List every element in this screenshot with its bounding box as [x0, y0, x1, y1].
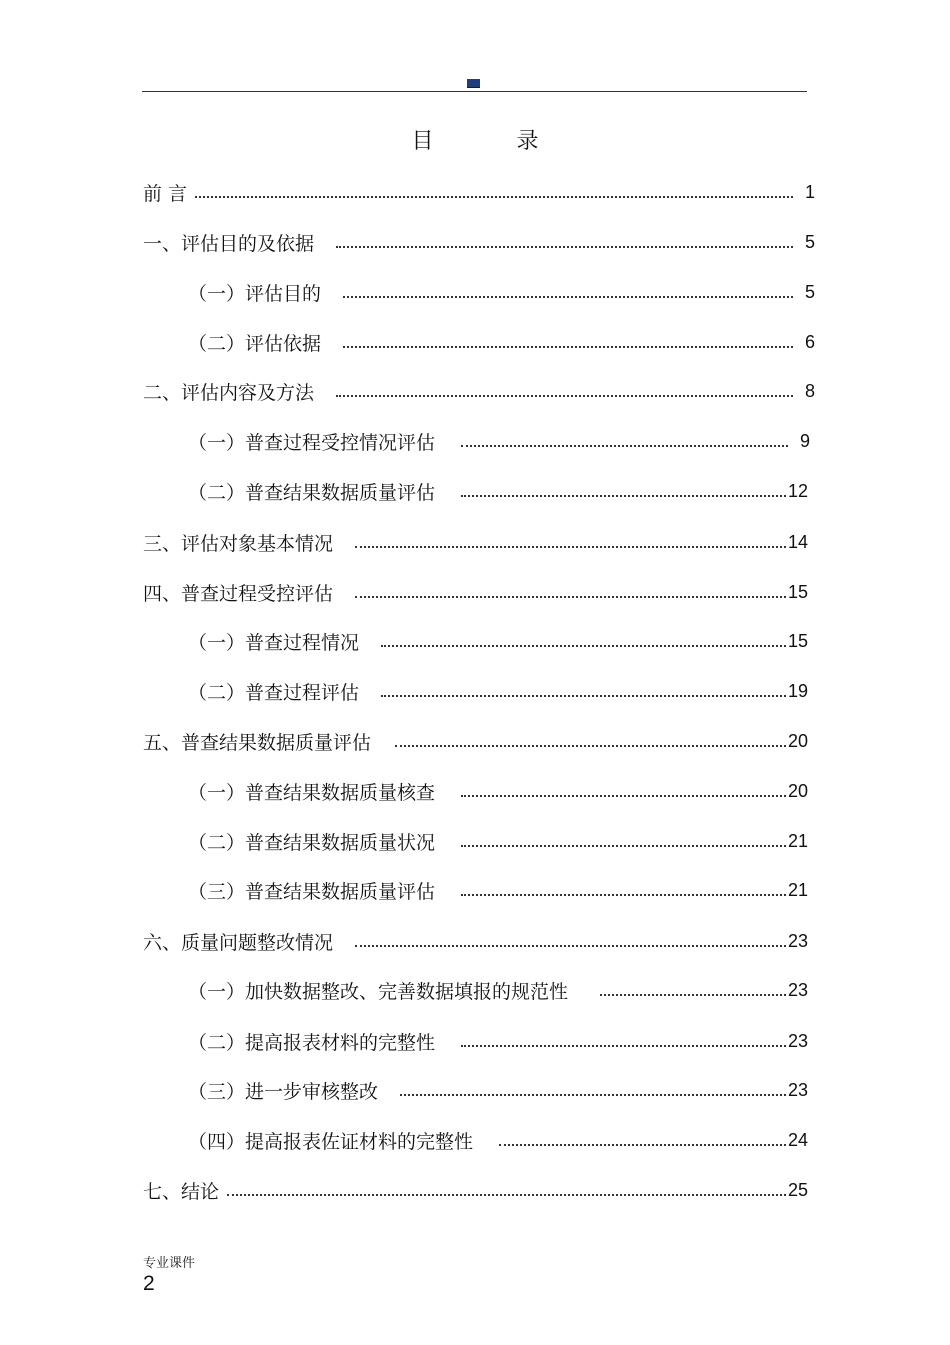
- toc-entry-section-6-1[interactable]: [188, 976, 808, 1004]
- toc-dot-leader: [600, 994, 786, 996]
- toc-entry-label: 前 言: [143, 182, 188, 205]
- toc-entry-label: 一、评估目的及依据: [143, 232, 315, 255]
- toc-entry-foreword[interactable]: [143, 178, 815, 206]
- toc-dot-leader: [461, 795, 786, 797]
- toc-entry-section-3[interactable]: [143, 528, 808, 556]
- toc-entry-section-1-2[interactable]: [188, 328, 815, 356]
- toc-dot-leader: [355, 546, 786, 548]
- toc-entry-section-6-4[interactable]: [188, 1126, 808, 1154]
- toc-dot-leader: [461, 1045, 786, 1047]
- page-number: 2: [143, 1272, 155, 1295]
- toc-entry-label: （一）普查过程受控情况评估: [188, 431, 436, 454]
- toc-dot-leader: [343, 296, 793, 298]
- toc-entry-label: （三）进一步审核整改: [188, 1080, 379, 1103]
- toc-entry-page: 23: [787, 1030, 808, 1051]
- toc-entry-section-7[interactable]: [143, 1176, 808, 1204]
- toc-entry-page: 25: [787, 1179, 808, 1200]
- toc-entry-label: （一）普查过程情况: [188, 631, 360, 654]
- toc-entry-section-1[interactable]: [143, 228, 815, 256]
- toc-entry-label: （二）评估依据: [188, 332, 322, 355]
- toc-entry-section-2-2[interactable]: [188, 477, 808, 505]
- toc-entry-page: 23: [787, 1079, 808, 1100]
- toc-entry-page: 12: [787, 480, 808, 501]
- toc-dot-leader: [336, 246, 793, 248]
- toc-entry-page: 19: [787, 680, 808, 701]
- toc-entry-label: （二）普查结果数据质量评估: [188, 481, 436, 504]
- toc-entry-page: 24: [787, 1129, 808, 1150]
- toc-dot-leader: [461, 894, 786, 896]
- toc-entry-section-5-2[interactable]: [188, 827, 808, 855]
- toc-entry-page: 23: [787, 979, 808, 1000]
- toc-entry-page: 15: [787, 581, 808, 602]
- toc-dot-leader: [395, 745, 786, 747]
- toc-entry-page: 9: [799, 430, 810, 451]
- toc-entry-label: 二、评估内容及方法: [143, 381, 315, 404]
- toc-title: 目 录: [411, 129, 577, 154]
- toc-entry-label: （一）普查结果数据质量核查: [188, 781, 436, 804]
- toc-entry-label: （一）加快数据整改、完善数据填报的规范性: [188, 980, 569, 1003]
- toc-entry-page: 5: [804, 281, 815, 302]
- toc-entry-label: 七、结论: [143, 1180, 220, 1203]
- toc-entry-label: （二）提高报表材料的完整性: [188, 1031, 436, 1054]
- toc-dot-leader: [355, 596, 786, 598]
- toc-entry-section-2[interactable]: [143, 377, 815, 405]
- toc-dot-leader: [461, 445, 788, 447]
- toc-dot-leader: [400, 1094, 786, 1096]
- toc-dot-leader: [195, 196, 793, 198]
- toc-entry-page: 14: [787, 531, 808, 552]
- toc-entry-section-6[interactable]: [143, 927, 808, 955]
- toc-entry-section-6-3[interactable]: [188, 1076, 808, 1104]
- toc-entry-label: 四、普查过程受控评估: [143, 582, 334, 605]
- toc-entry-label: 六、质量问题整改情况: [143, 931, 334, 954]
- toc-entry-page: 1: [804, 181, 815, 202]
- footer-label: 专业课件: [143, 1256, 196, 1271]
- toc-entry-section-4-2[interactable]: [188, 677, 808, 705]
- toc-dot-leader: [227, 1194, 786, 1196]
- toc-entry-section-6-2[interactable]: [188, 1027, 808, 1055]
- toc-entry-page: 6: [804, 331, 815, 352]
- toc-entry-label: （二）普查结果数据质量状况: [188, 831, 436, 854]
- toc-entry-label: （三）普查结果数据质量评估: [188, 880, 436, 903]
- toc-entry-label: 三、评估对象基本情况: [143, 532, 334, 555]
- toc-entry-page: 20: [787, 730, 808, 751]
- toc-entry-label: （一）评估目的: [188, 282, 322, 305]
- toc-entry-page: 20: [787, 780, 808, 801]
- toc-entry-label: 五、普查结果数据质量评估: [143, 731, 372, 754]
- toc-entry-label: （二）普查过程评估: [188, 681, 360, 704]
- toc-entry-section-1-1[interactable]: [188, 278, 815, 306]
- toc-dot-leader: [461, 845, 786, 847]
- toc-entry-section-4-1[interactable]: [188, 627, 808, 655]
- toc-entry-page: 21: [787, 879, 808, 900]
- toc-entry-section-4[interactable]: [143, 578, 808, 606]
- toc-entry-page: 8: [804, 380, 815, 401]
- toc-dot-leader: [499, 1144, 786, 1146]
- toc-entry-section-5-1[interactable]: [188, 777, 808, 805]
- toc-entry-label: （四）提高报表佐证材料的完整性: [188, 1130, 474, 1153]
- toc-dot-leader: [381, 695, 786, 697]
- toc-entry-page: 23: [787, 930, 808, 951]
- toc-entry-section-5[interactable]: [143, 727, 808, 755]
- toc-entry-page: 15: [787, 630, 808, 651]
- toc-dot-leader: [381, 645, 786, 647]
- toc-dot-leader: [461, 495, 786, 497]
- toc-entry-page: 5: [804, 231, 815, 252]
- toc-dot-leader: [336, 395, 793, 397]
- toc-entry-section-5-3[interactable]: [188, 876, 808, 904]
- toc-entry-section-2-1[interactable]: [188, 427, 810, 455]
- toc-dot-leader: [343, 346, 793, 348]
- toc-entry-page: 21: [787, 830, 808, 851]
- toc-dot-leader: [355, 945, 786, 947]
